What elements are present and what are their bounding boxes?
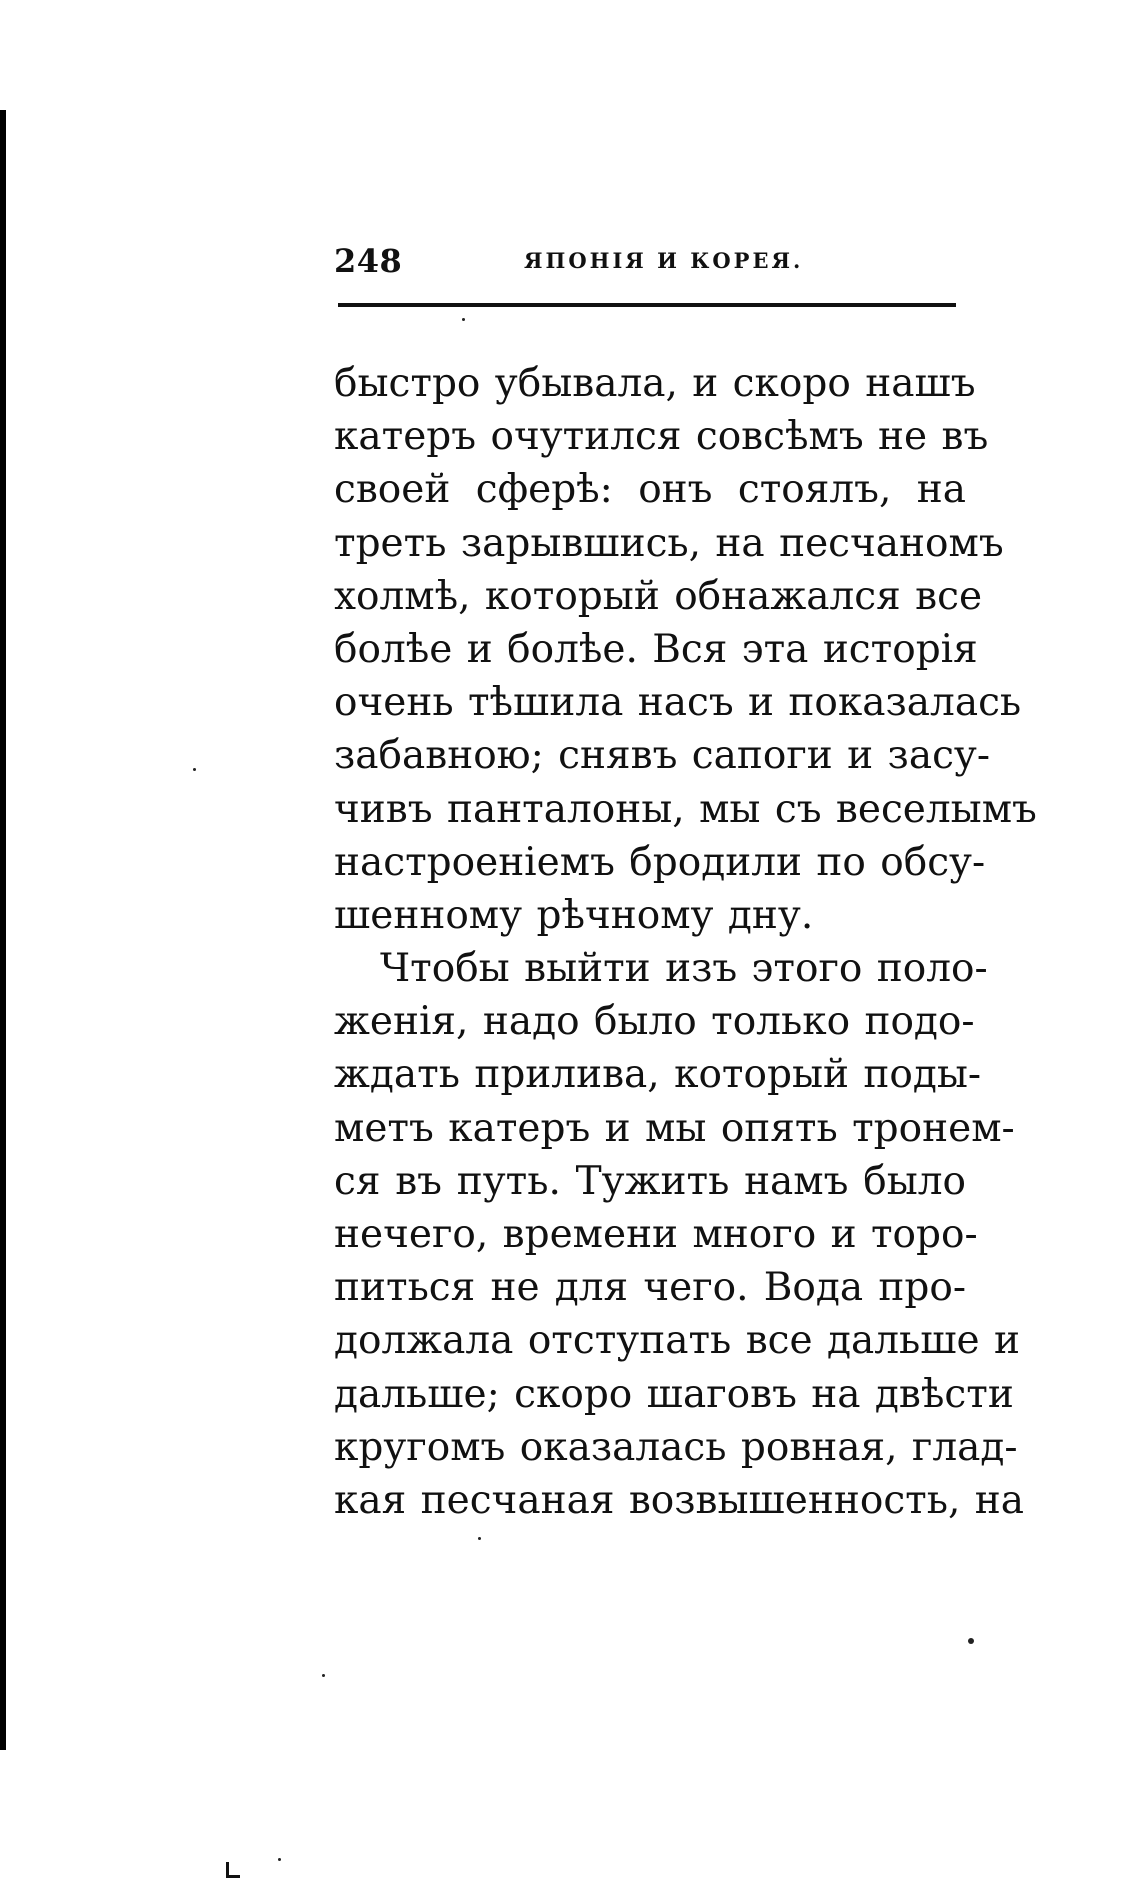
text-line: ждать прилива, который поды- bbox=[334, 1052, 982, 1098]
scan-speck bbox=[478, 1537, 481, 1540]
text-line: холмѣ, который обнажался все bbox=[334, 573, 983, 619]
text-line: должала отступать все дальше и bbox=[334, 1318, 1020, 1364]
text-line: очень тѣшила насъ и показалась bbox=[334, 680, 1022, 726]
scan-speck bbox=[193, 768, 196, 771]
body-text bbox=[334, 357, 1037, 1527]
text-line: дальше; скоро шаговъ на двѣсти bbox=[334, 1371, 1014, 1417]
text-line: женія, надо было только подо- bbox=[334, 999, 975, 1045]
text-line: метъ катеръ и мы опять тронем- bbox=[334, 1105, 1015, 1151]
scan-speck bbox=[968, 1638, 974, 1644]
text-line: Чтобы выйти изъ этого поло- bbox=[380, 946, 988, 992]
text-line: своей сферѣ: онъ стоялъ, на bbox=[334, 467, 966, 513]
scan-speck bbox=[462, 318, 465, 321]
text-line: шенному рѣчному дну. bbox=[334, 892, 814, 938]
page-number: 248 bbox=[334, 242, 403, 280]
text-line: кругомъ оказалась ровная, глад- bbox=[334, 1424, 1018, 1470]
scan-speck bbox=[322, 1674, 325, 1677]
scan-left-edge bbox=[0, 110, 6, 1750]
text-line: ся въ путь. Тужить намъ было bbox=[334, 1158, 966, 1204]
text-line: чивъ панталоны, мы съ веселымъ bbox=[334, 786, 1037, 832]
running-head: ЯПОНІЯ И КОРЕЯ. bbox=[524, 248, 804, 273]
text-line: нечего, времени много и торо- bbox=[334, 1212, 978, 1257]
text-line: катеръ очутился совсѣмъ не въ bbox=[334, 414, 989, 460]
scan-speck bbox=[278, 1858, 281, 1861]
text-line: кая песчаная возвышенность, на bbox=[334, 1477, 1025, 1523]
header-rule bbox=[338, 303, 956, 307]
text-line: треть зарывшись, на песчаномъ bbox=[334, 520, 1004, 566]
text-line: болѣе и болѣе. Вся эта исторія bbox=[334, 626, 978, 672]
text-line: настроеніемъ бродили по обсу- bbox=[334, 839, 986, 885]
scan-mark bbox=[226, 1862, 240, 1878]
text-line: забавною; снявъ сапоги и засу- bbox=[334, 733, 991, 779]
text-line: быстро убывала, и скоро нашъ bbox=[334, 361, 976, 406]
text-line: питься не для чего. Вода про- bbox=[334, 1265, 966, 1311]
page-header bbox=[334, 238, 958, 286]
